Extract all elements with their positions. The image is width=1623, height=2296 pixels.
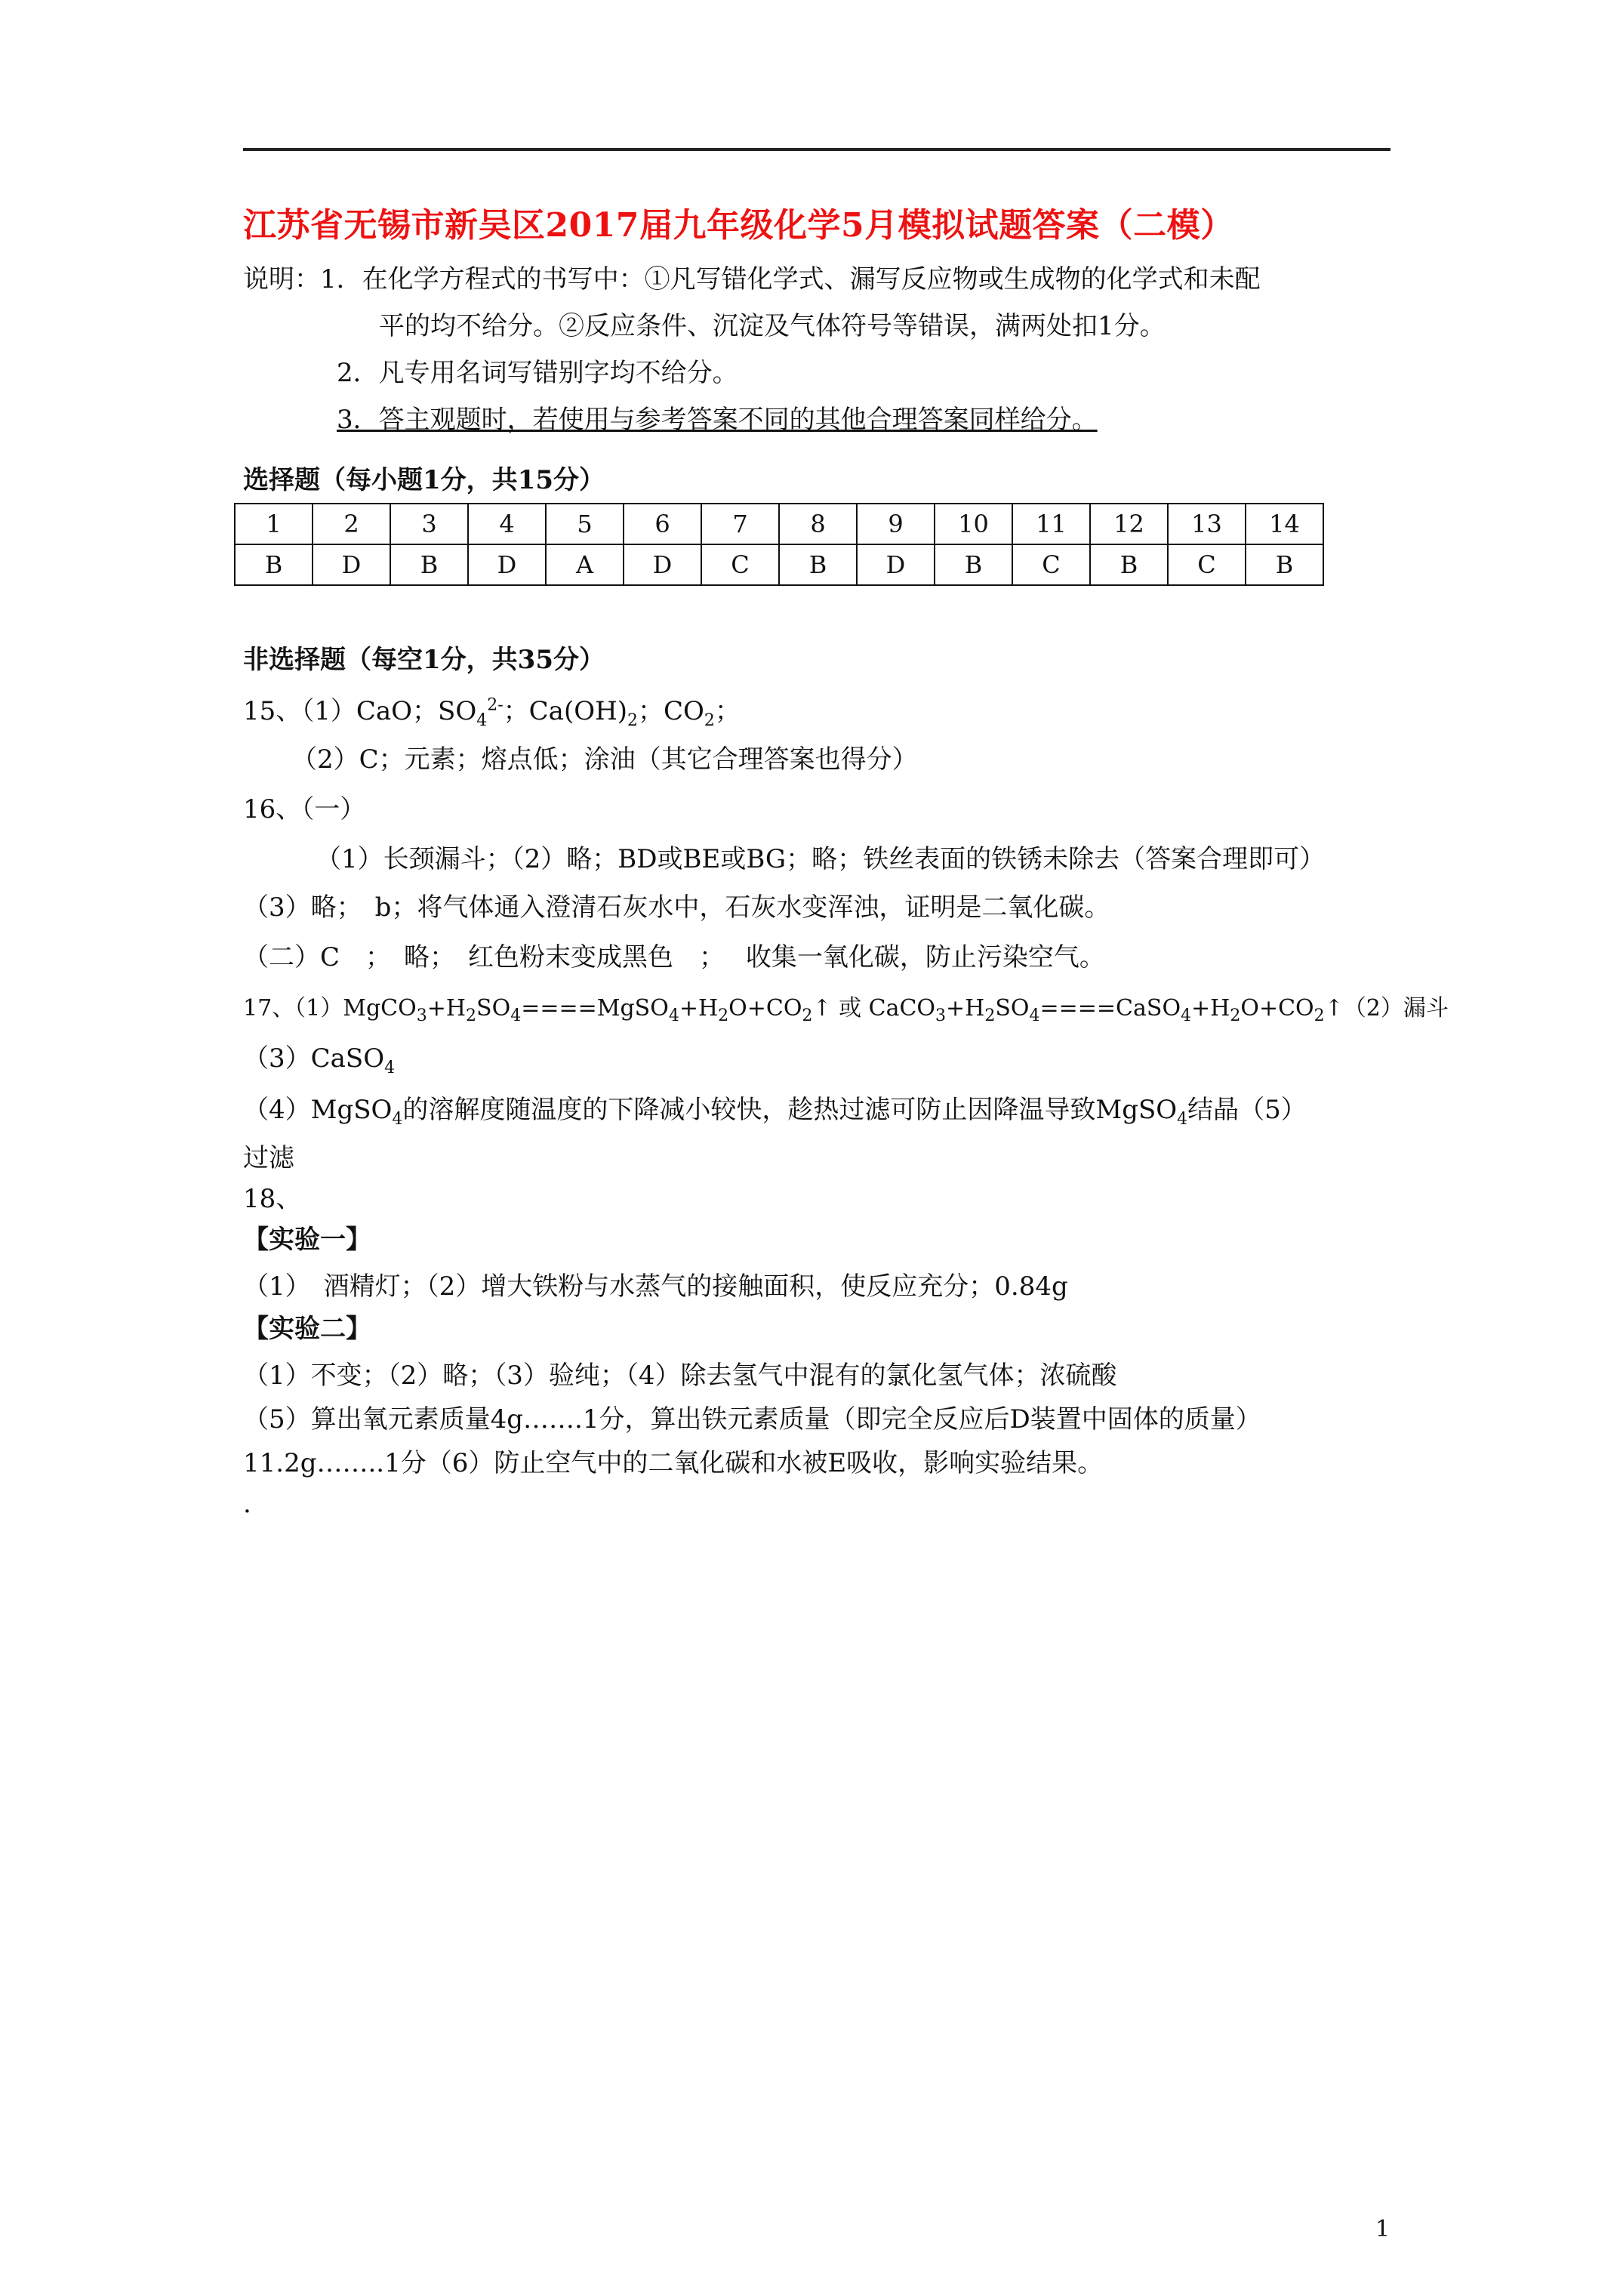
q16-line-2: （1）长颈漏斗；（2）略；BD或BE或BG；略；铁丝表面的铁锈未除去（答案合理即可）	[316, 844, 1326, 874]
text-run: ；CO	[638, 696, 704, 726]
subscript: 4	[1177, 1109, 1188, 1129]
table-cell: D	[624, 544, 701, 585]
text-run: O+CO	[1240, 995, 1314, 1022]
subscript: 3	[935, 1006, 947, 1025]
experiment-2-heading: 【实验二】	[243, 1314, 371, 1344]
table-cell: B	[779, 544, 857, 585]
text-run: ↑（2）漏斗	[1324, 995, 1449, 1022]
table-cell: 5	[546, 504, 624, 544]
table-cell: 1	[235, 504, 313, 544]
trailing-dot: .	[243, 1489, 251, 1519]
q15-line-1	[243, 695, 741, 728]
superscript: 2-	[487, 695, 504, 715]
table-row-answers	[235, 544, 1323, 585]
q17-line-3	[243, 1093, 1307, 1129]
q16-line-1: 16、（一）	[243, 794, 366, 824]
table-cell: D	[468, 544, 546, 585]
text-run: +H	[427, 995, 467, 1022]
subscript: 2	[1313, 1006, 1325, 1025]
subscript: 4	[1029, 1006, 1040, 1025]
table-cell: 9	[857, 504, 935, 544]
q16-line-4: （二）C ； 略； 红色粉末变成黑色 ； 收集一氧化碳，防止污染空气。	[243, 942, 1105, 972]
page-title: 江苏省无锡市新吴区2017届九年级化学5月模拟试题答案（二模）	[243, 206, 1234, 245]
text-run: 结晶（5）	[1187, 1095, 1307, 1125]
table-cell: B	[1246, 544, 1323, 585]
header-rule	[243, 148, 1390, 151]
note-1a: 说明：1．在化学方程式的书写中：①凡写错化学式、漏写反应物或生成物的化学式和未配	[243, 264, 1261, 294]
text-run: 15、（1）CaO；SO	[243, 696, 477, 726]
table-cell: A	[546, 544, 624, 585]
text-run: （3）CaSO	[243, 1043, 385, 1074]
text-run: 17、（1）MgCO	[243, 995, 417, 1022]
table-cell: B	[935, 544, 1012, 585]
subscript: 2	[1230, 1006, 1241, 1025]
subscript: 2	[466, 1006, 477, 1025]
subscript: 2	[802, 1006, 813, 1025]
text-run: （4）MgSO	[243, 1095, 393, 1125]
text-run: ====CaSO	[1039, 995, 1181, 1022]
subscript: 4	[476, 710, 488, 730]
mc-heading: 选择题（每小题1分，共15分）	[243, 465, 605, 495]
subscript: 2	[718, 1006, 729, 1025]
note-3: 3．答主观题时，若使用与参考答案不同的其他合理答案同样给分。	[337, 405, 1098, 435]
text-run: SO	[476, 995, 511, 1022]
q17-line-2	[243, 1042, 395, 1075]
table-cell: 6	[624, 504, 701, 544]
table-cell: 8	[779, 504, 857, 544]
table-cell: 14	[1246, 504, 1323, 544]
subscript: 4	[392, 1109, 403, 1129]
table-cell: 7	[701, 504, 779, 544]
text-run: O+CO	[728, 995, 802, 1022]
text-run: +H	[679, 995, 719, 1022]
q15-line-2: （2）C；元素；熔点低；涂油（其它合理答案也得分）	[291, 744, 918, 775]
table-cell: C	[701, 544, 779, 585]
q17-line-1	[243, 992, 1449, 1025]
table-cell: 13	[1168, 504, 1246, 544]
text-run: ；Ca(OH)	[503, 696, 628, 726]
q18-line-2: （1） 酒精灯；（2）增大铁粉与水蒸气的接触面积，使反应充分；0.84g	[243, 1271, 1068, 1302]
subscript: 4	[510, 1006, 522, 1025]
text-run: ；	[714, 696, 741, 726]
note-2: 2．凡专用名词写错别字均不给分。	[337, 358, 738, 388]
table-cell: B	[1090, 544, 1168, 585]
table-cell: 10	[935, 504, 1012, 544]
subscript: 3	[416, 1006, 427, 1025]
q16-line-3: （3）略； b；将气体通入澄清石灰水中，石灰水变浑浊，证明是二氧化碳。	[243, 892, 1110, 923]
table-cell: C	[1012, 544, 1090, 585]
subscript: 4	[1181, 1006, 1192, 1025]
subscript: 4	[384, 1058, 396, 1077]
text-run: ====MgSO	[521, 995, 669, 1022]
nonmc-heading: 非选择题（每空1分，共35分）	[243, 645, 605, 675]
page-number: 1	[1375, 2216, 1390, 2242]
note-1b: 平的均不给分。②反应条件、沉淀及气体符号等错误，满两处扣1分。	[379, 311, 1166, 341]
table-cell: 2	[313, 504, 390, 544]
text-run: ↑ 或 CaCO	[812, 995, 936, 1022]
table-cell: B	[235, 544, 313, 585]
mc-answer-table	[234, 503, 1324, 586]
text-run: +H	[1191, 995, 1230, 1022]
table-cell: B	[390, 544, 468, 585]
table-row-numbers	[235, 504, 1323, 544]
q18-line-5: 11.2g……..1分（6）防止空气中的二氧化碳和水被E吸收，影响实验结果。	[243, 1448, 1104, 1478]
table-cell: 11	[1012, 504, 1090, 544]
table-cell: 4	[468, 504, 546, 544]
q18-line-3: （1）不变；（2）略；（3）验纯；（4）除去氢气中混有的氯化氢气体；浓硫酸	[243, 1361, 1117, 1391]
table-cell: D	[313, 544, 390, 585]
text-run: 的溶解度随温度的下降减小较快，趁热过滤可防止因降温导致MgSO	[402, 1095, 1178, 1125]
text-run: +H	[946, 995, 985, 1022]
subscript: 2	[627, 710, 639, 730]
experiment-1-heading: 【实验一】	[243, 1225, 371, 1255]
table-cell: D	[857, 544, 935, 585]
q18-line-4: （5）算出氧元素质量4g…….1分，算出铁元素质量（即完全反应后D装置中固体的质量）	[243, 1404, 1261, 1435]
q17-line-4: 过滤	[243, 1143, 294, 1173]
text-run: SO	[995, 995, 1030, 1022]
table-cell: 3	[390, 504, 468, 544]
subscript: 2	[984, 1006, 996, 1025]
q18-line-1: 18、	[243, 1184, 302, 1214]
subscript: 2	[704, 710, 715, 730]
table-cell: 12	[1090, 504, 1168, 544]
table-cell: C	[1168, 544, 1246, 585]
subscript: 4	[668, 1006, 679, 1025]
